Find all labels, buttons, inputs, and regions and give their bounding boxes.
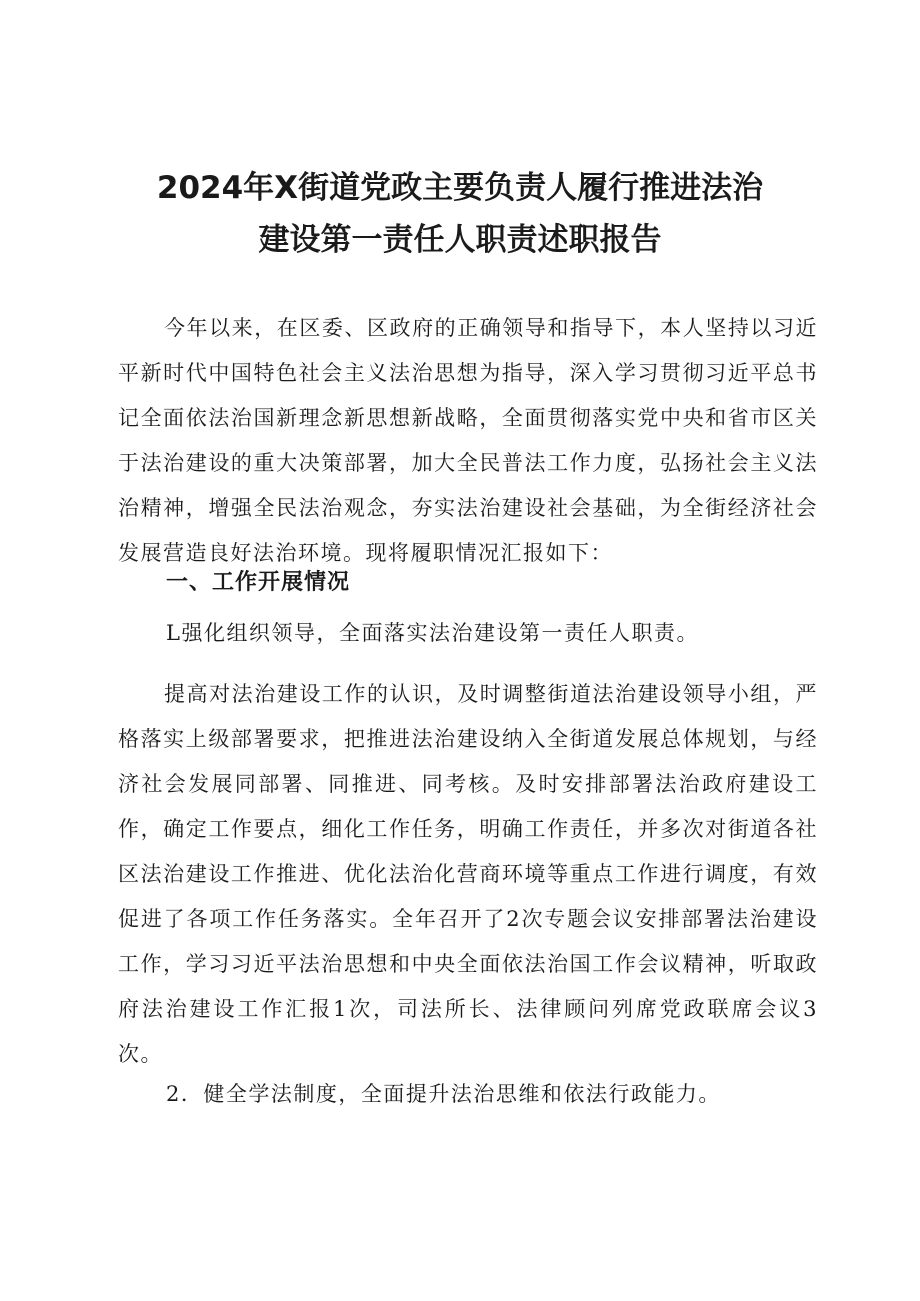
work-item-2: 2．健全学法制度，全面提升法治思维和依法行政能力。 bbox=[166, 1082, 721, 1106]
work-item-1: L强化组织领导，全面落实法治建设第一责任人职责。 bbox=[166, 621, 699, 645]
document-title-line-2: 建设第一责任人职责述职报告 bbox=[258, 222, 662, 258]
document-title-line-1: 2024年X街道党政主要负责人履行推进法治 bbox=[156, 170, 764, 206]
section-heading: 一、工作开展情况 bbox=[166, 570, 351, 595]
paragraph-2: 提高对法治建设工作的认识，及时调整街道法治建设领导小组，严格落实上级部署要求，把推进法治建设纳入全街道发展总体规划，与经济社会发展同部署、同推进、同考核。及时安排部署法治政府建设工作，确定工作要点，细化工作任务，明确工作责任，并多次对街道各社区法治建设工作推进、优化法治化营商环境等重点工作进行调度，有效促进了各项工作任务落实。全年召开了2次专题会议安排部署法治建设工作，学习习近平法治思想和中央全面依法治国工作会议精神，听取政府法治建设工作汇报1次，司法所长、法律顾问列席党政联席会议3次。 bbox=[118, 682, 818, 1066]
intro-paragraph: 今年以来，在区委、区政府的正确领导和指导下，本人坚持以习近平新时代中国特色社会主义法治思想为指导，深入学习贯彻习近平总书记全面依法治国新理念新思想新战略，全面贯彻落实党中央和省市区关于法治建设的重大决策部署，加大全民普法工作力度，弘扬社会主义法治精神，增强全民法治观念，夯实法治建设社会基础，为全街经济社会发展营造良好法治环境。现将履职情况汇报如下： bbox=[118, 316, 818, 565]
